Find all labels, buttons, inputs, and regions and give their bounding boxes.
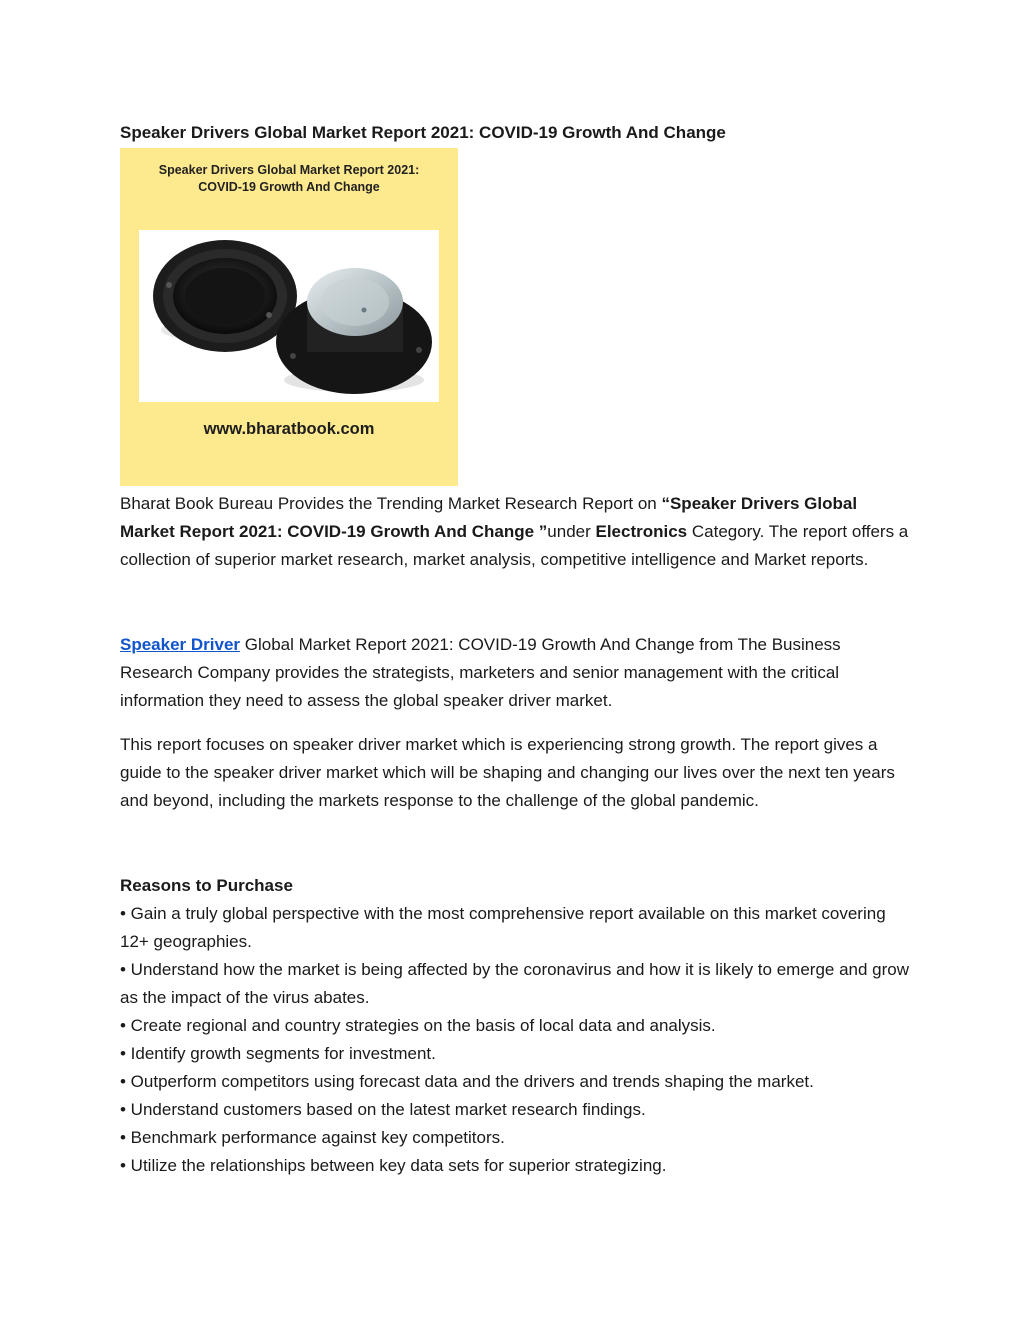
reason-item: • Benchmark performance against key competitors. — [120, 1128, 505, 1147]
intro-text-pre: Bharat Book Bureau Provides the Trending Market Research Report on — [120, 494, 662, 513]
intro-text-post: Category. The report offers a collection of superior market research, market analysis, competitive intelligence and Market reports. — [120, 522, 909, 569]
reason-item: • Create regional and country strategies on the basis of local data and analysis. — [120, 1016, 716, 1035]
reason-item: • Utilize the relationships between key data sets for superior strategizing. — [120, 1156, 667, 1175]
page-title: Speaker Drivers Global Market Report 2021: COVID-19 Growth And Change — [120, 123, 726, 142]
intro-text-under: under — [547, 522, 596, 541]
intro-report-name: “Speaker Drivers Global Market Report 2021: COVID-19 Growth And Change ” — [120, 494, 858, 541]
cover-title — [120, 162, 458, 196]
reason-item: • Understand how the market is being affected by the coronavirus and how it is likely to emerge and grow as the impact of the virus abates. — [120, 960, 910, 1007]
intro-category: Electronics — [595, 522, 688, 541]
reason-item: • Understand customers based on the latest market research findings. — [120, 1100, 646, 1119]
cover-title-line1: Speaker Drivers Global Market Report 2021: — [158, 163, 420, 177]
speaker-drivers-photo — [139, 230, 439, 402]
cover-title-line2: COVID-19 Growth And Change — [198, 180, 380, 194]
description-text: Global Market Report 2021: COVID-19 Growth And Change from The Business Research Company provides the strategists, marketers and senior management with the critical information they need to assess the global speaker driver market. — [120, 635, 841, 710]
reasons-section — [120, 872, 910, 1180]
reason-item: • Identify growth segments for investment. — [120, 1044, 436, 1063]
focus-paragraph: This report focuses on speaker driver market which is experiencing strong growth. The report gives a guide to the speaker driver market which will be shaping and changing our lives over the next ten years and beyond, including the markets response to the challenge of the global pandemic. — [120, 735, 895, 810]
speaker-driver-link[interactable]: Speaker Driver — [120, 635, 241, 654]
description-paragraph — [120, 631, 910, 715]
reasons-heading: Reasons to Purchase — [120, 876, 293, 895]
speaker-drivers-illustration — [139, 230, 439, 402]
intro-paragraph — [120, 490, 910, 574]
reason-item: • Outperform competitors using forecast data and the drivers and trends shaping the market. — [120, 1072, 814, 1091]
reason-item: • Gain a truly global perspective with the most comprehensive report available on this market covering 12+ geographies. — [120, 904, 886, 951]
cover-url: www.bharatbook.com — [203, 420, 375, 438]
report-cover-image — [120, 148, 458, 486]
